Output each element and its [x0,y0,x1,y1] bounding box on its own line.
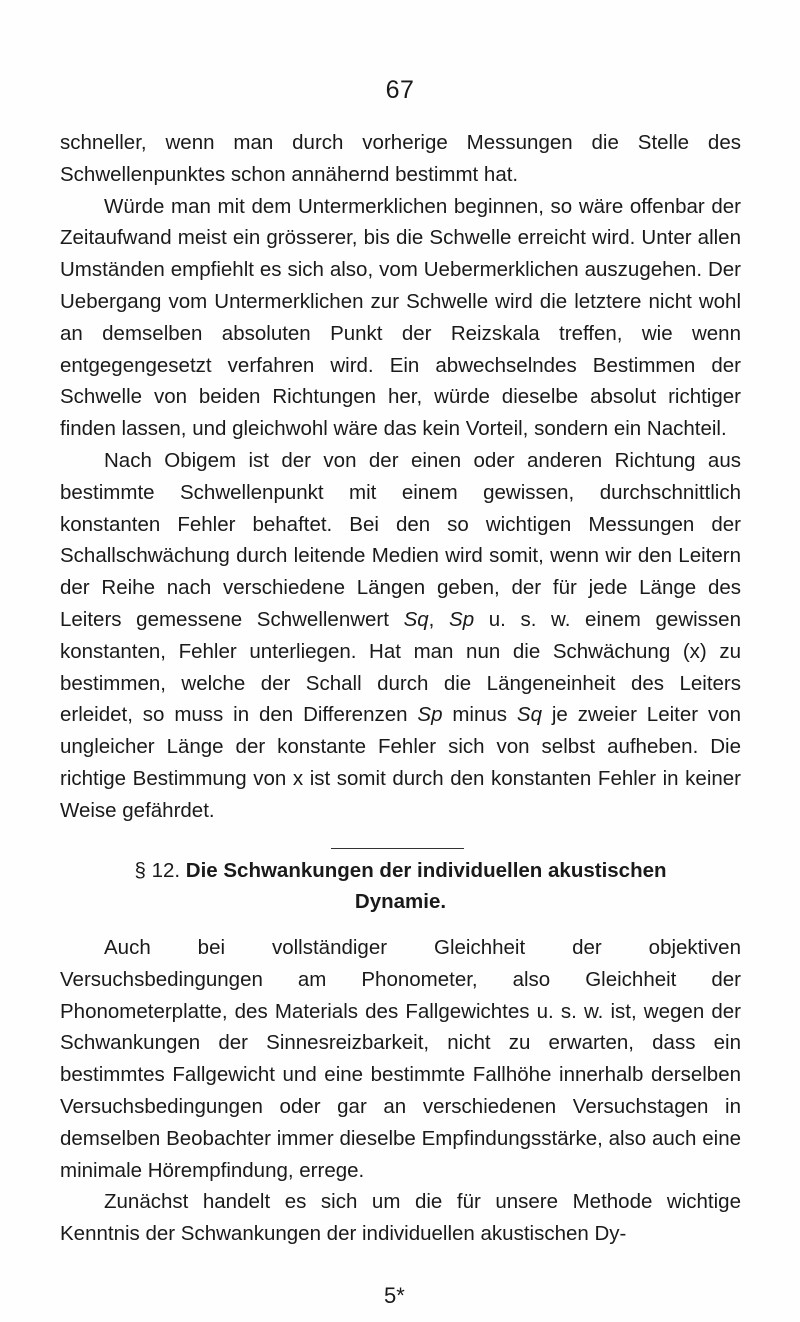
text-run: je zweier Leiter von ungleicher Länge der konstante Fehler sich von selbst aufheben. Die richtige Bestimmung von x ist somit durch den konstanten Fehler in keiner Weise gefährdet. [60,703,742,822]
paragraph-gleichheit: Auch bei vollständiger Gleichheit der objektiven Versuchsbedingungen am Phonometer, also Gleichheit der Phonometerplatte, des Materials des Fallgewichtes u. s. w. ist, wegen der Schwankungen der Sinnesreizbarkeit, nicht zu erwarten, dass ein bestimmtes Fallgewicht und eine bestimmte Fallhöhe innerhalb derselben Versuchsbedingungen oder gar an verschiedenen Versuchstagen in demselben Beobachter immer dieselbe Empfindungsstärke, also auch eine minimale Hörempfindung, errege. [60,936,741,1182]
text-run: minus [442,703,517,727]
signature-mark: 5* [384,1283,405,1308]
text-block-bottom [60,932,741,1250]
section-heading-line-2: Dynamie. [354,890,447,913]
paragraph-untermerklich: Würde man mit dem Untermerklichen beginnen, so wäre offenbar der Zeitaufwand meist ein grösserer, bis die Schwelle erreicht wird. Unter allen Umständen empfiehlt es sich also, vom Uebermerklichen auszugehen. Der Uebergang vom Untermerklichen zur Schwelle wird die letztere nicht wohl an demselben absoluten Punkt der Reizskala treffen, wie wenn entgegengesetzt verfahren wird. Ein abwechselndes Bestimmen der Schwelle von beiden Richtungen her, würde dieselbe absolut richtiger finden lassen, und gleichwohl wäre das kein Vorteil, sondern ein Nachteil. [60,194,741,441]
text-run: u. s. w. einem gewissen konstanten, Fehler unterliegen. Hat man nun die Schwächung (x) zu bestimmen, welche der Schall durch die Längeneinheit des Leiters erleidet, so muss in den Differenzen [60,607,741,727]
section-heading [60,855,741,917]
text-block-top [60,127,741,827]
section-number: § 12. [134,859,181,882]
paragraph-continuation: schneller, wenn man durch vorherige Messungen die Stelle des Schwellenpunktes schon annähernd bestimmt hat. [60,131,741,186]
symbol-sp: Sp [449,607,475,631]
section-divider [331,848,464,849]
symbol-sq: Sq [516,703,542,727]
section-heading-line-1 [60,855,741,886]
section-title: Die Schwankungen der individuellen akustischen [185,859,667,882]
paragraph-konstanter-fehler [60,445,741,827]
symbol-sp: Sp [417,703,443,727]
page-number: 67 [385,76,415,104]
paragraph-zunaechst: Zunächst handelt es sich um die für unsere Methode wichtige Kenntnis der Schwankungen der individuellen akustischen Dy- [60,1190,741,1246]
text-run: Nach Obigem ist der von der einen oder anderen Richtung aus bestimmte Schwellenpunkt mit einem gewissen, durchschnittlich konstanten Fehler behaftet. Bei den so wichtigen Messungen der Schallschwächung durch leitende Medien wird somit, wenn wir den Leitern der Reihe nach verschiedene Längen geben, der für jede Länge des Leiters gemessene Schwellenwert [60,448,741,631]
symbol-sq: Sq [403,607,429,631]
text-run: , [428,607,450,631]
